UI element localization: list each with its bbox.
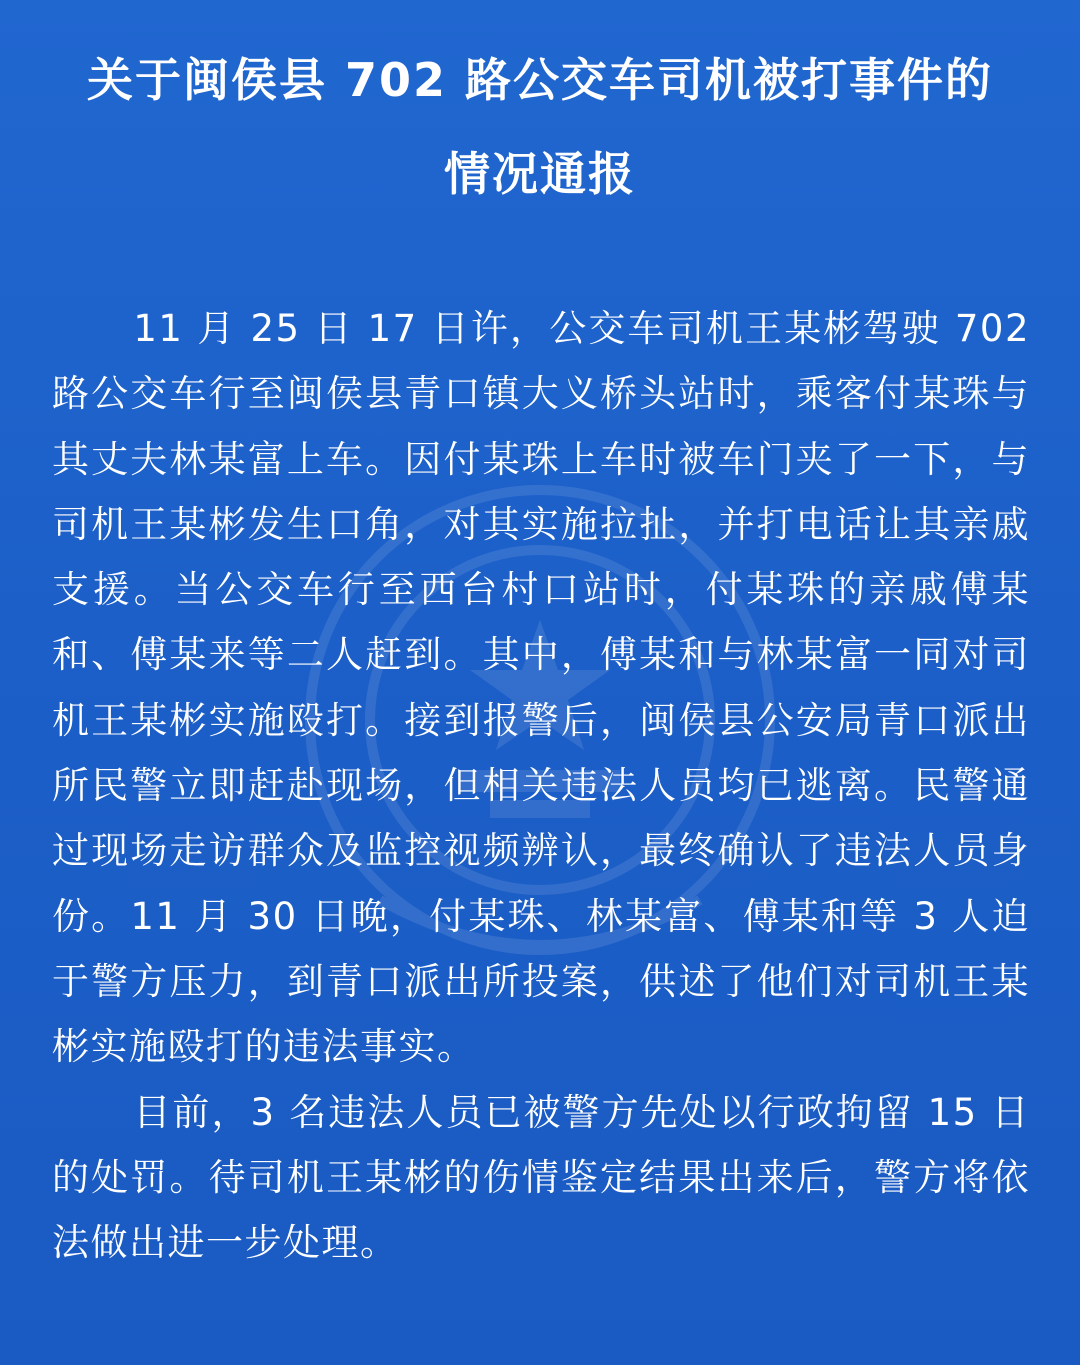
notice-title-line-1: 关于闽侯县 702 路公交车司机被打事件的 bbox=[86, 53, 994, 107]
paragraph-punishment: 目前，3 名违法人员已被警方先处以行政拘留 15 日的处罚。待司机王某彬的伤情鉴定结果出来后，警方将依法做出进一步处理。 bbox=[52, 1090, 1030, 1265]
notice-title-line-2: 情况通报 bbox=[444, 147, 636, 201]
paragraph-incident: 11 月 25 日 17 日许，公交车司机王某彬驾驶 702 路公交车行至闽侯县青口镇大义桥头站时，乘客付某珠与其丈夫林某富上车。因付某珠上车时被车门夹了一下，与司机王某彬发生口角，对其实施拉扯，并打电话让其亲戚支援。当公交车行至西台村口站时，付某珠的亲戚傅某和、傅某来等二人赶到。其中，傅某和与林某富一同对司机王某彬实施殴打。接到报警后，闽侯县公安局青口派出所民警立即赶赴现场，但相关违法人员均已逃离。民警通过现场走访群众及监控视频辨认，最终确认了违法人员身份。11 月 30 日晚，付某珠、林某富、傅某和等 3 人迫于警方压力，到青口派出所投案，供述了他们对司机王某彬实施殴打的违法事实。 bbox=[52, 307, 1030, 1069]
notice-body bbox=[52, 296, 1030, 1275]
